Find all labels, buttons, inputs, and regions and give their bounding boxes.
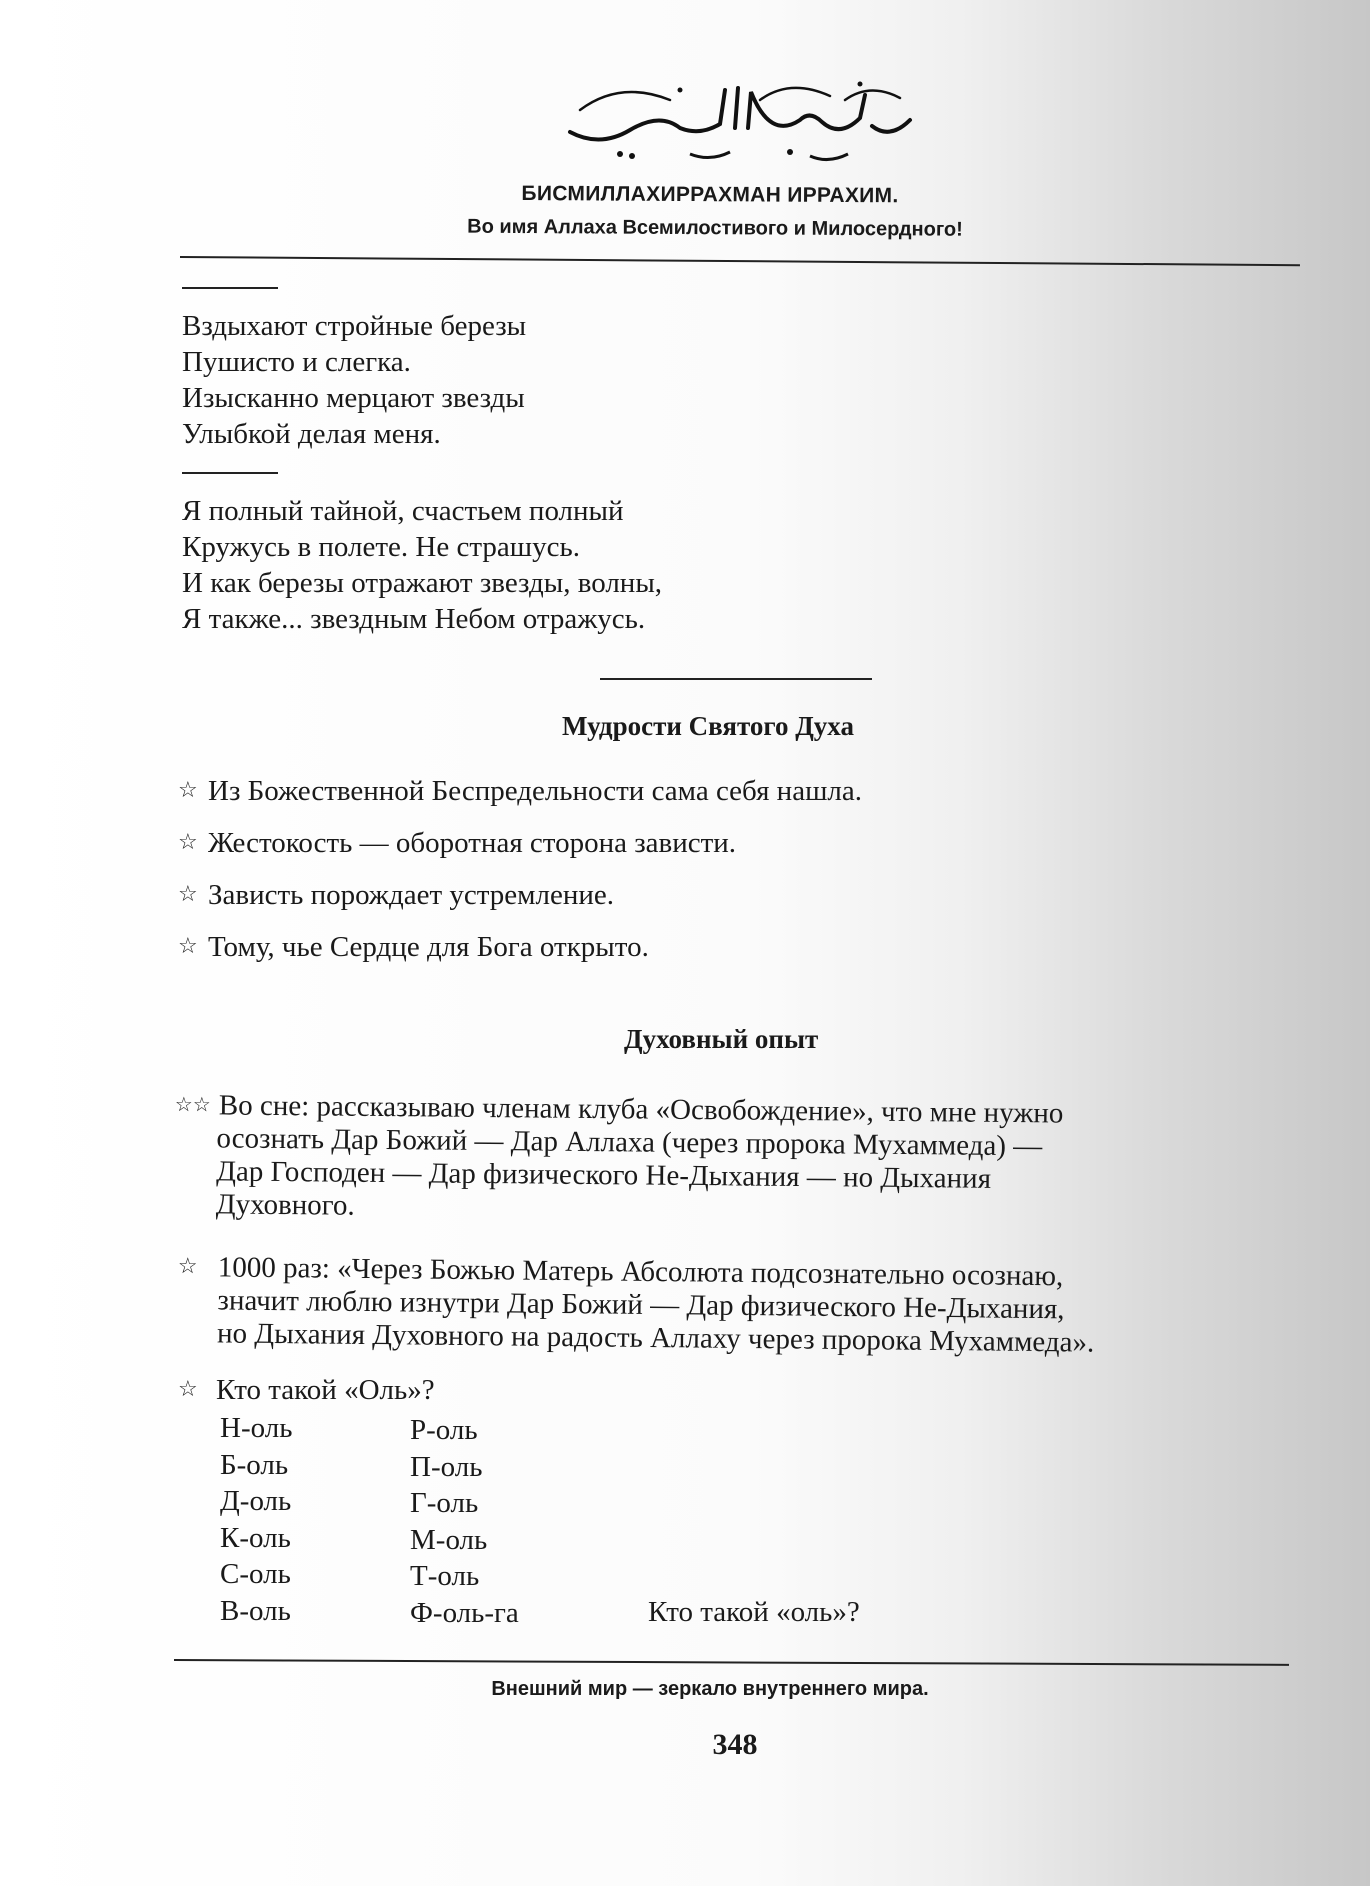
affirmation-line: 1000 раз: «Через Божью Матерь Абсолюта подсознательно осознаю, xyxy=(217,1251,1064,1293)
wisdom-item xyxy=(178,879,614,912)
poem-line: Я также... звездным Небом отражусь. xyxy=(182,603,646,635)
affirmation-entry xyxy=(177,1250,1095,1360)
footer-motto: Внешний мир — зеркало внутреннего мира. xyxy=(491,1678,929,1700)
wisdom-item-text: Зависть порождает устремление. xyxy=(208,879,615,911)
poem-line: Улыбкой делая меня. xyxy=(182,418,441,450)
poem-line: И как березы отражают звезды, волны, xyxy=(182,567,663,599)
wisdom-title: Мудрости Святого Духа xyxy=(562,711,854,741)
poem-line: Вздыхают стройные березы xyxy=(182,310,527,342)
poem-stanza-1 xyxy=(182,308,526,452)
star-bullet-icon: ☆ xyxy=(178,778,198,803)
ol-word: М-оль xyxy=(410,1523,488,1556)
ol-question-item xyxy=(178,1374,435,1407)
dream-line: осознать Дар Божий — Дар Аллаха (через пророка Мухаммеда) — xyxy=(216,1122,1043,1163)
star-bullet-icon: ☆ xyxy=(178,830,198,855)
affirmation-line: значит люблю изнутри Дар Божий — Дар физического Не-Дыхания, xyxy=(217,1284,1065,1326)
poem-line: Я полный тайной, счастьем полный xyxy=(182,495,624,527)
wisdom-item-text: Из Божественной Беспредельности сама себя нашла. xyxy=(208,775,862,807)
wisdom-item-text: Тому, чье Сердце для Бога открыто. xyxy=(208,931,649,963)
page-number: 348 xyxy=(712,1728,758,1761)
ol-right-column xyxy=(410,1412,519,1631)
ol-word: К-оль xyxy=(220,1521,291,1554)
footer-divider xyxy=(174,1659,1289,1666)
star-bullet-icon: ☆ xyxy=(178,934,198,959)
wisdom-item xyxy=(178,931,649,964)
ol-word: Д-оль xyxy=(220,1485,292,1517)
poem-line: Кружусь в полете. Не страшусь. xyxy=(182,531,580,563)
dream-line: Духовного. xyxy=(215,1188,355,1222)
ol-left-column xyxy=(220,1410,292,1629)
star-bullet-icon: ☆ xyxy=(177,1253,198,1280)
poem-line: Изысканно мерцают звезды xyxy=(182,382,525,414)
dream-line: Дар Господен — Дар физического Не-Дыхания — но Дыхания xyxy=(216,1155,992,1195)
ol-word: Б-оль xyxy=(220,1448,289,1481)
closing-question: Кто такой «оль»? xyxy=(648,1596,860,1628)
ol-word: Ф-оль-га xyxy=(410,1596,519,1629)
wisdom-item-text: Жестокость — оборотная сторона зависти. xyxy=(208,827,737,859)
section-divider xyxy=(600,678,872,680)
affirmation-line: но Дыхания Духовного на радость Аллаху через пророка Мухаммеда». xyxy=(216,1317,1095,1359)
star-bullet-icon: ☆ xyxy=(178,882,198,907)
dream-entry xyxy=(174,1088,1064,1230)
star-bullet-icon: ☆ xyxy=(178,1377,198,1402)
ol-word: Г-оль xyxy=(410,1487,479,1519)
ol-word: Р-оль xyxy=(410,1414,478,1446)
stanza-divider xyxy=(182,287,278,289)
ol-question: Кто такой «Оль»? xyxy=(216,1374,435,1406)
stanza-divider xyxy=(182,472,278,474)
ol-word: Т-оль xyxy=(410,1560,480,1592)
poem-stanza-2 xyxy=(182,493,662,637)
poem-line: Пушисто и слегка. xyxy=(182,346,411,378)
header-title: БИСМИЛЛАХИРРАХМАН ИРРАХИМ. xyxy=(521,182,899,208)
wisdom-item xyxy=(178,827,736,860)
header-divider xyxy=(180,256,1300,266)
ol-word: С-оль xyxy=(220,1558,291,1590)
dream-line: Во сне: рассказываю членам клуба «Освобождение», что мне нужно xyxy=(218,1089,1064,1130)
ol-word: П-оль xyxy=(410,1450,483,1483)
header-subtitle: Во имя Аллаха Всемилостивого и Милосердного! xyxy=(467,215,963,241)
basmala-calligraphy xyxy=(560,70,920,170)
wisdom-item xyxy=(178,775,862,808)
double-star-bullet-icon: ☆☆ xyxy=(174,1091,211,1117)
ol-word: В-оль xyxy=(220,1594,291,1627)
ol-word: Н-оль xyxy=(220,1412,293,1444)
experience-title: Духовный опыт xyxy=(624,1024,819,1054)
